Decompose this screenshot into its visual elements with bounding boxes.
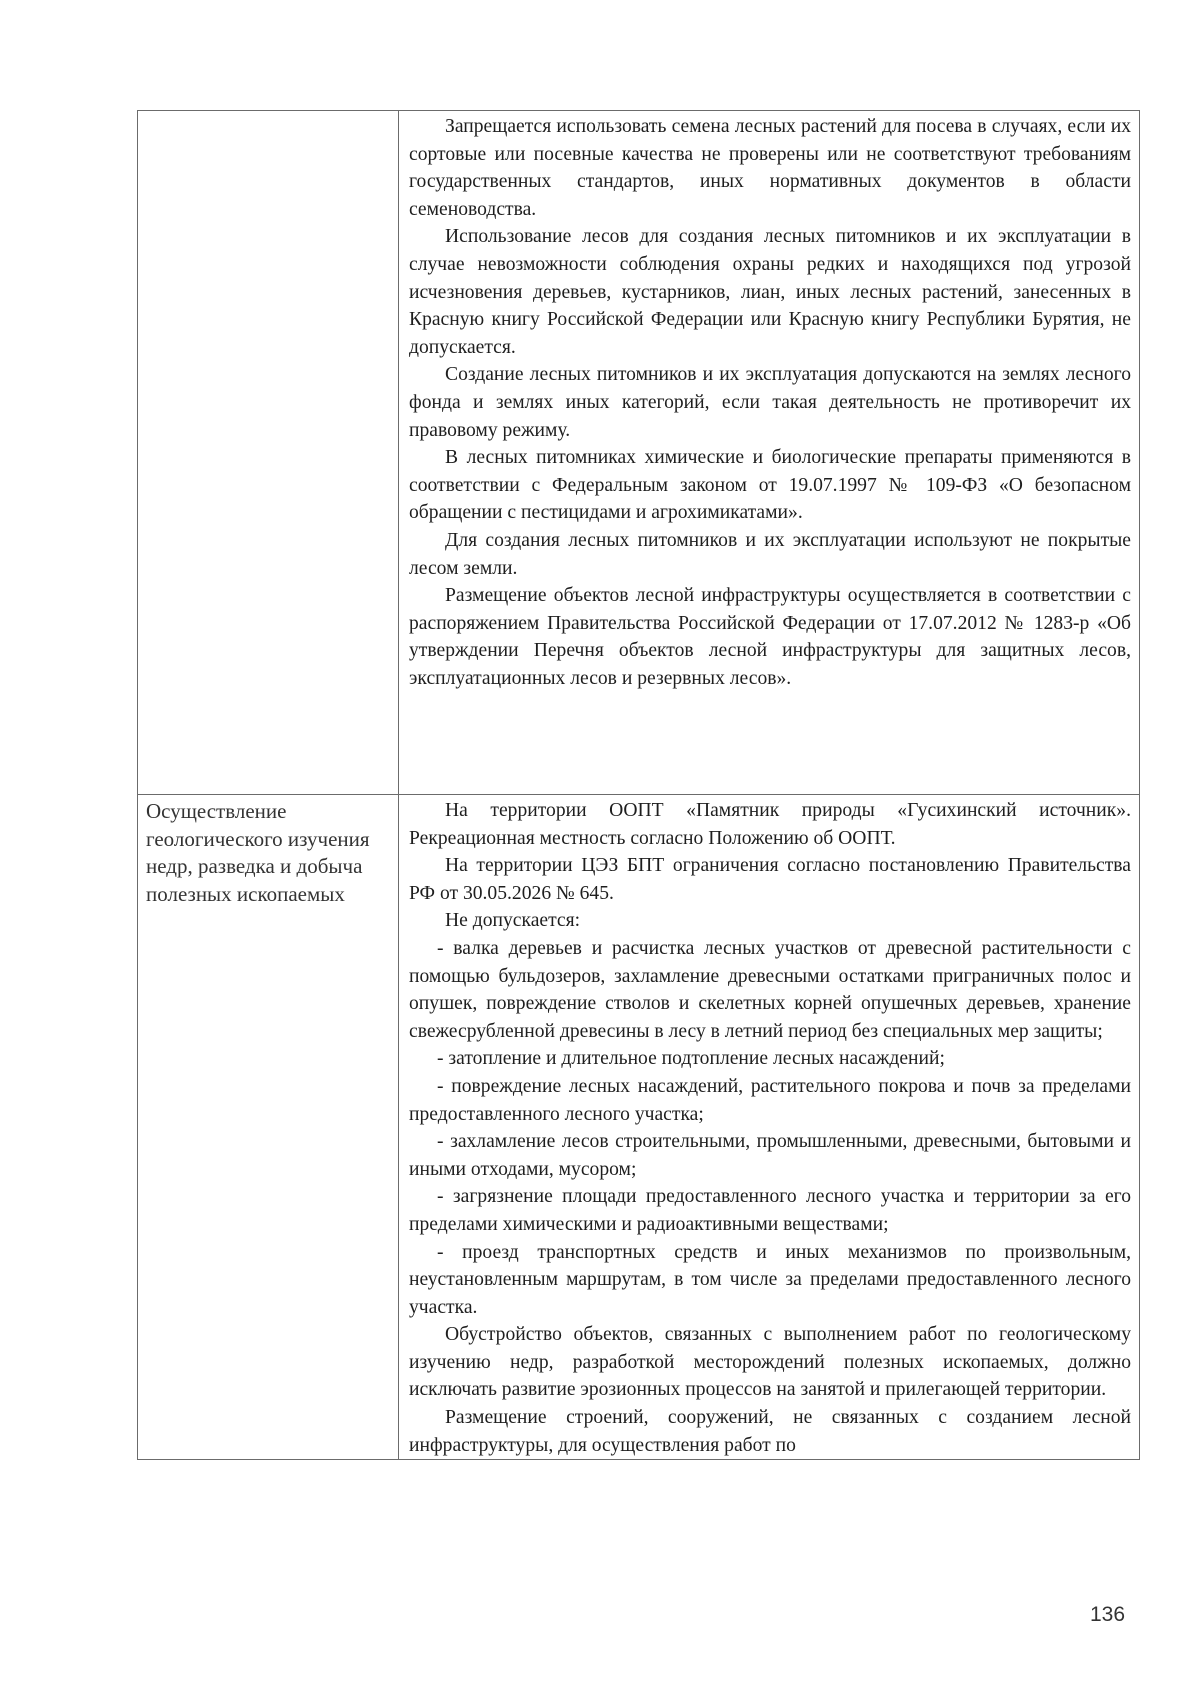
activity-name	[138, 111, 398, 114]
table-row	[138, 795, 1140, 1460]
page-number: 136	[1090, 1603, 1126, 1626]
list-item: - валка деревьев и расчистка лесных участков от древесной растительности с помощью бульдозеров, захламление древесными остатками приграничных полос и опушек, повреждение стволов и скелетных корней опушечных деревьев, хранение свежесрубленной древесины в лесу в летний период без специальных мер защиты;	[409, 937, 1131, 1042]
list-item: - проезд транспортных средств и иных механизмов по произвольным, неустановленным маршрутам, в том числе за пределами предоставленного лесного участка.	[409, 1241, 1131, 1318]
list-item: - повреждение лесных насаждений, растительного покрова и почв за пределами предоставленного лесного участка;	[409, 1075, 1131, 1125]
paragraph: Размещение объектов лесной инфраструктуры осуществляется в соответствии с распоряжением Правительства Российской Федерации от 17.07.2012 № 1283-р «Об утверждении Перечня объектов лесной инфраструктуры для защитных лесов, эксплуатационных лесов и резервных лесов».	[409, 585, 1131, 689]
list-item: - загрязнение площади предоставленного лесного участка и территории за его пределами химическими и радиоактивными веществами;	[409, 1186, 1131, 1235]
paragraph: Для создания лесных питомников и их эксплуатации используют не покрытые лесом земли.	[409, 529, 1131, 579]
requirements-text	[399, 111, 1139, 692]
requirements-text	[399, 795, 1139, 1459]
list-item: - захламление лесов строительными, промышленными, древесными, бытовыми и иными отходами, мусором;	[409, 1131, 1131, 1180]
paragraph: Размещение строений, сооружений, не связанных с созданием лесной инфраструктуры, для осуществления работ по	[409, 1407, 1131, 1456]
paragraph: В лесных питомниках химические и биологические препараты применяются в соответствии с Федеральным законом от 19.07.1997 № 109-ФЗ «О безопасном обращении с пестицидами и агрохимикатами».	[409, 447, 1131, 524]
paragraph: Использование лесов для создания лесных питомников и их эксплуатации в случае невозможности соблюдения охраны редких и находящихся под угрозой исчезновения деревьев, кустарников, лиан, иных лесных растений, занесенных в Красную книгу Российской Федерации или Красную книгу Республики Бурятия, не допускается.	[409, 226, 1131, 358]
table-cell-empty	[138, 111, 399, 795]
document-table	[137, 110, 1140, 1460]
table-cell-activity	[138, 795, 399, 1460]
list-item: - затопление и длительное подтопление лесных насаждений;	[437, 1048, 945, 1070]
table-cell-requirements	[399, 111, 1140, 795]
paragraph: На территории ООПТ «Памятник природы «Гусихинский источник». Рекреационная местность согласно Положению об ООПТ.	[409, 800, 1131, 849]
paragraph: Обустройство объектов, связанных с выполнением работ по геологическому изучению недр, разработкой месторождений полезных ископаемых, должно исключать развитие эрозионных процессов на занятой и прилегающей территории.	[409, 1324, 1131, 1401]
activity-name: Осуществление геологического изучения недр, разведка и добыча полезных ископаемых	[146, 799, 370, 906]
paragraph: На территории ЦЭЗ БПТ ограничения согласно постановлению Правительства РФ от 30.05.2026 № 645.	[409, 855, 1131, 904]
paragraph: Не допускается:	[445, 910, 581, 932]
table-cell-requirements	[399, 795, 1140, 1460]
table-row	[138, 111, 1140, 795]
paragraph: Запрещается использовать семена лесных растений для посева в случаях, если их сортовые или посевные качества не проверены или не соответствуют требованиям государственных стандартов, иных нормативных документов в области семеноводства.	[409, 116, 1131, 220]
paragraph: Создание лесных питомников и их эксплуатация допускаются на землях лесного фонда и землях иных категорий, если такая деятельность не противоречит их правовому режиму.	[409, 364, 1131, 441]
